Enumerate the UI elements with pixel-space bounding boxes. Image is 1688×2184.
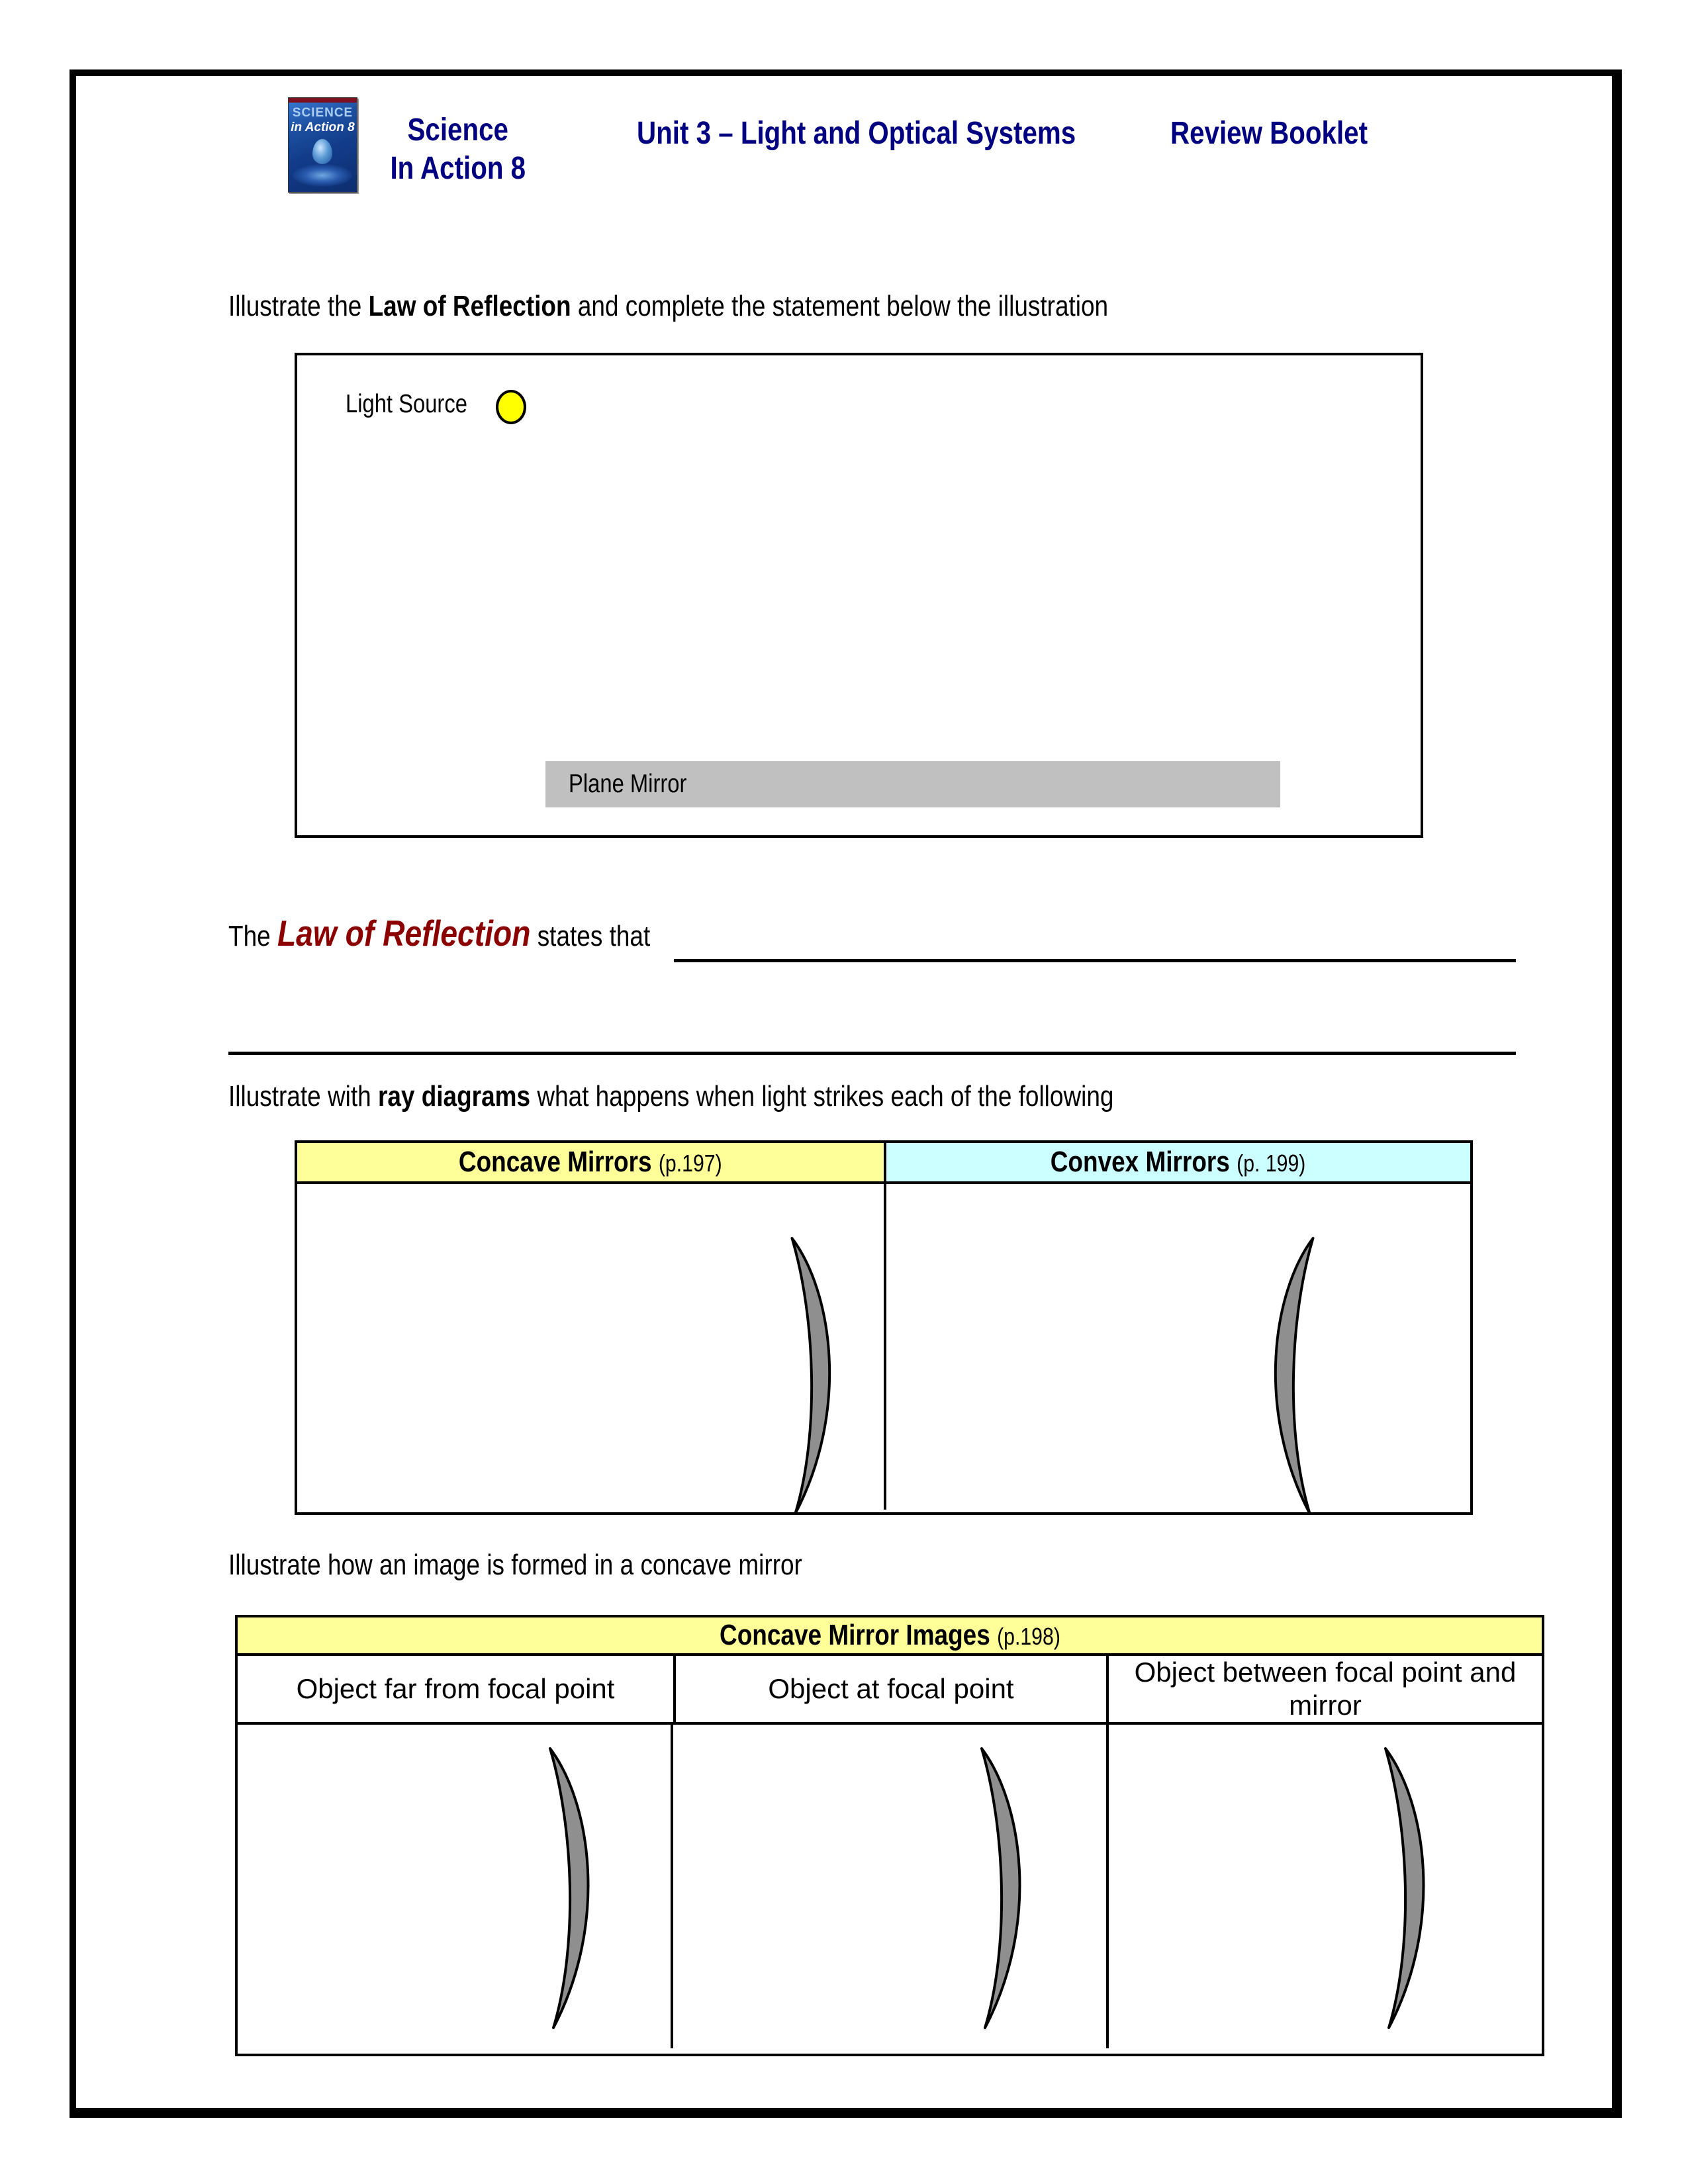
ray-diagrams-bold: ray diagrams [377, 1080, 531, 1113]
book-title [365, 111, 551, 188]
convex-page-ref: (p. 199) [1237, 1150, 1306, 1177]
unit-title: Unit 3 – Light and Optical Systems [637, 116, 1076, 151]
mirrors-table-divider [884, 1184, 886, 1510]
book-title-line1: Science [407, 113, 509, 148]
law-of-reflection-bold: Law of Reflection [368, 290, 571, 322]
statement-blank-line-2 [228, 1052, 1516, 1055]
concave-images-divider-2 [1106, 1725, 1109, 2048]
mirrors-table-body [297, 1184, 1470, 1510]
science-in-action-book-cover [288, 97, 357, 193]
concave-mirror-shape-at-focal [974, 1746, 1035, 2030]
concave-images-page-ref: (p.198) [996, 1623, 1060, 1650]
mirrors-table-header-row [297, 1143, 1470, 1184]
concave-images-column-headers [238, 1656, 1542, 1725]
column-object-far: Object far from focal point [296, 1673, 615, 1704]
concave-images-table [235, 1615, 1544, 2056]
concave-images-divider-1 [671, 1725, 673, 2048]
concave-page-ref: (p.197) [659, 1150, 722, 1177]
book-title-line2: In Action 8 [390, 151, 526, 186]
concave-images-body [238, 1725, 1542, 2048]
reflection-instruction: Illustrate the Law of Reflection and complete the statement below the illustration [228, 290, 1109, 322]
logo-action8-text: in Action 8 [291, 120, 355, 134]
column-object-between: Object between focal point and mirror [1134, 1657, 1517, 1721]
concave-mirror-shape-between [1378, 1746, 1438, 2030]
concave-mirror-shape [784, 1236, 845, 1516]
light-source-label: Light Source [346, 390, 467, 418]
convex-mirrors-header: Convex Mirrors (p. 199) [886, 1143, 1470, 1181]
convex-mirror-shape [1260, 1236, 1321, 1516]
light-source-circle [496, 390, 526, 424]
reflection-diagram-box [295, 353, 1423, 838]
concave-mirrors-header: Concave Mirrors (p.197) [297, 1143, 886, 1181]
plane-mirror-bar [545, 761, 1280, 807]
plane-mirror-label: Plane Mirror [569, 770, 687, 798]
concave-image-instruction: Illustrate how an image is formed in a concave mirror [228, 1549, 802, 1581]
logo-water-ripple [293, 164, 352, 187]
statement-blank-line-1 [674, 959, 1516, 962]
logo-science-text: SCIENCE [292, 106, 353, 120]
column-object-at-focal: Object at focal point [673, 1656, 1109, 1722]
logo-water-drop [312, 139, 332, 164]
mirrors-table [295, 1140, 1473, 1515]
booklet-title: Review Booklet [1170, 116, 1368, 151]
ray-diagram-instruction: Illustrate with ray diagrams what happens when light strikes each of the following [228, 1080, 1114, 1113]
concave-mirror-shape-far [542, 1746, 603, 2030]
law-of-reflection-term: Law of Reflection [277, 913, 531, 954]
logo-red-band [289, 98, 357, 103]
concave-images-title-row: Concave Mirror Images (p.198) [238, 1617, 1542, 1656]
law-statement: The Law of Reflection states that [228, 913, 651, 954]
